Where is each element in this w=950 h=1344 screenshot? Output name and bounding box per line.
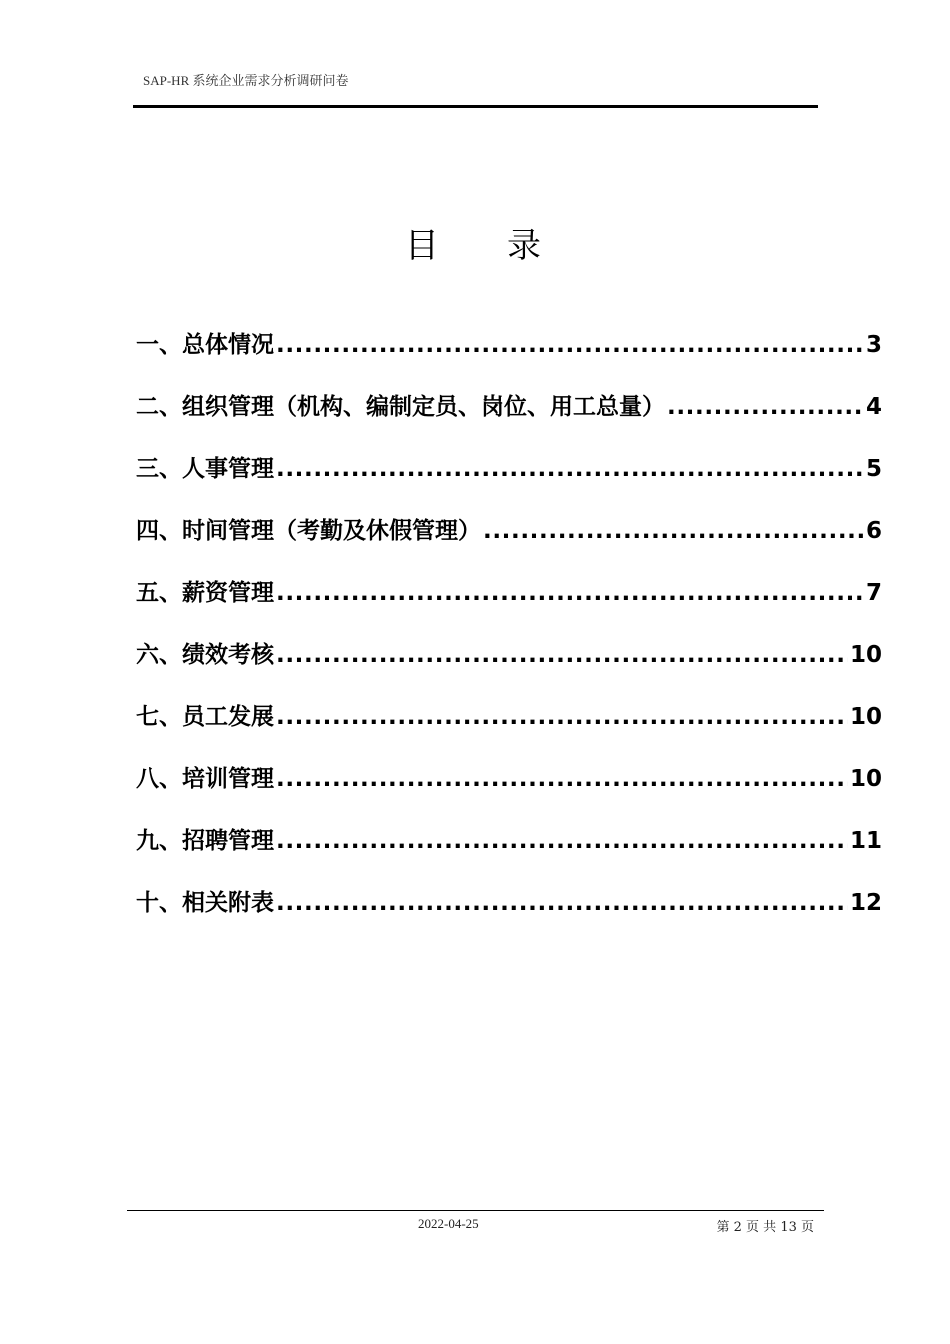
toc-entry-label: 四、时间管理（考勤及休假管理） (136, 518, 481, 544)
header-divider (133, 105, 818, 108)
document-title-part2: 录 (507, 226, 546, 266)
toc-entry[interactable] (136, 698, 882, 760)
toc-entry[interactable] (136, 512, 882, 574)
toc-entry-page: 10 (849, 766, 882, 792)
toc-dot-leader (276, 766, 848, 792)
toc-dot-leader (276, 890, 848, 916)
toc-entry-label: 五、薪资管理 (136, 580, 274, 606)
toc-entry-label: 二、组织管理（机构、编制定员、岗位、用工总量） (136, 394, 665, 420)
toc-entry[interactable] (136, 822, 882, 884)
toc-entry-page: 7 (865, 580, 882, 606)
toc-entry-page: 4 (865, 394, 882, 420)
toc-entry-label: 十、相关附表 (136, 890, 274, 916)
document-title (0, 218, 950, 267)
toc-entry[interactable] (136, 326, 882, 388)
toc-entry-page: 12 (849, 890, 882, 916)
table-of-contents (136, 326, 882, 946)
toc-dot-leader (276, 704, 848, 730)
toc-entry-page: 10 (849, 704, 882, 730)
toc-entry-page: 3 (865, 332, 882, 358)
toc-entry[interactable] (136, 574, 882, 636)
toc-entry-label: 三、人事管理 (136, 456, 274, 482)
toc-entry-page: 10 (849, 642, 882, 668)
footer-page-info: 第 2 页 共 13 页 (716, 1220, 814, 1235)
toc-entry-label: 八、培训管理 (136, 766, 274, 792)
toc-entry[interactable] (136, 636, 882, 698)
document-title-part1: 目 (404, 226, 443, 266)
footer-date: 2022-04-25 (418, 1216, 479, 1231)
toc-dot-leader (276, 456, 864, 482)
toc-entry-label: 六、绩效考核 (136, 642, 274, 668)
toc-entry[interactable] (136, 450, 882, 512)
toc-entry-page: 5 (865, 456, 882, 482)
toc-dot-leader (276, 580, 864, 606)
toc-dot-leader (276, 828, 848, 854)
toc-entry-page: 11 (849, 828, 882, 854)
toc-entry[interactable] (136, 884, 882, 946)
toc-entry-label: 七、员工发展 (136, 704, 274, 730)
toc-dot-leader (276, 642, 848, 668)
toc-entry[interactable] (136, 760, 882, 822)
footer-divider (127, 1210, 824, 1211)
toc-entry[interactable] (136, 388, 882, 450)
header-title: SAP-HR 系统企业需求分析调研问卷 (143, 73, 349, 88)
toc-entry-label: 一、总体情况 (136, 332, 274, 358)
toc-dot-leader (483, 518, 864, 544)
toc-dot-leader (667, 394, 864, 420)
toc-entry-label: 九、招聘管理 (136, 828, 274, 854)
toc-dot-leader (276, 332, 864, 358)
toc-entry-page: 6 (865, 518, 882, 544)
